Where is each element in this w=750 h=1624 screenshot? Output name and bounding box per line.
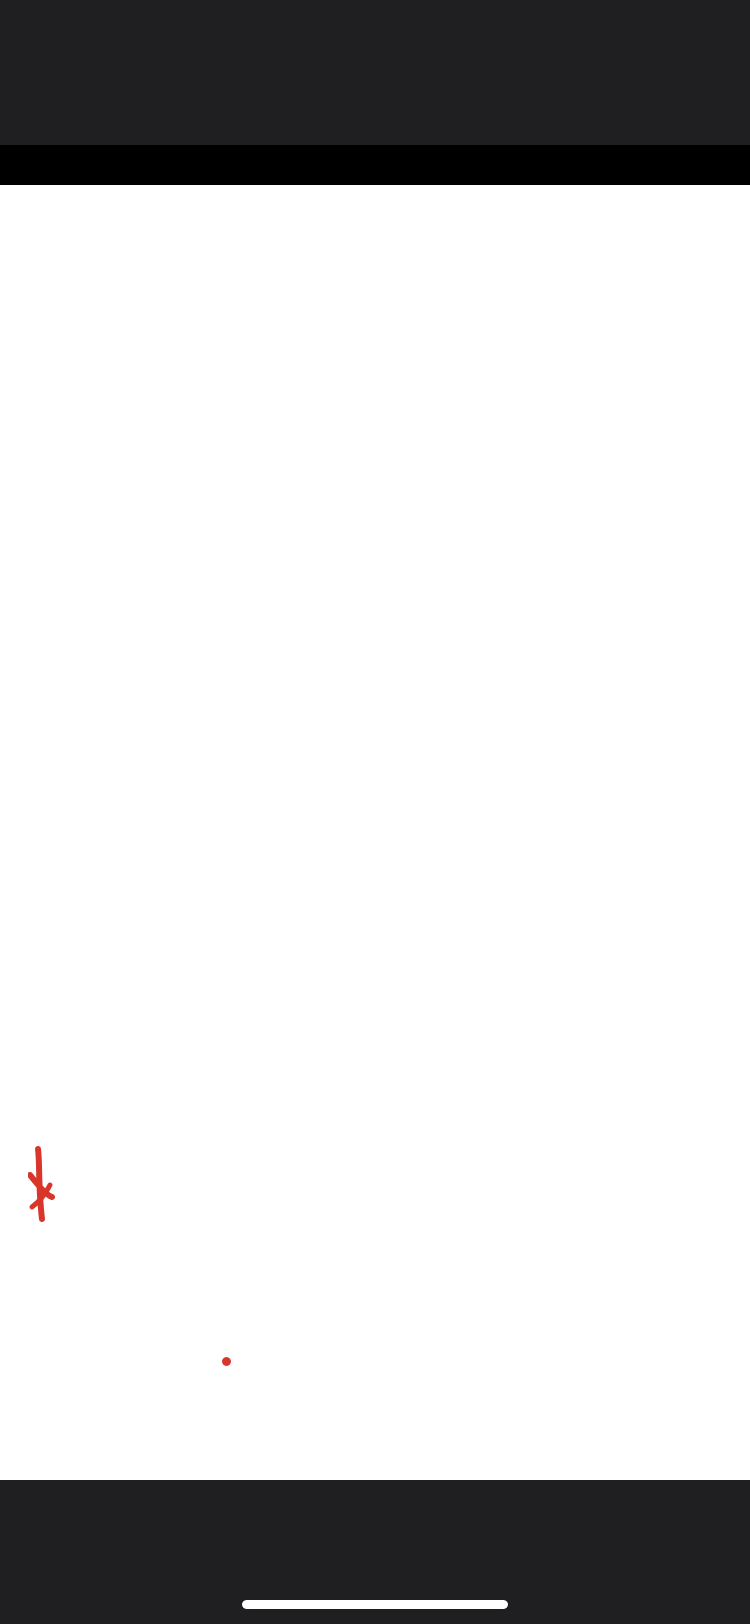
red-cross-annotation-icon	[28, 1145, 58, 1225]
document-page[interactable]	[0, 185, 750, 1480]
entry-table-grid	[0, 185, 750, 1480]
viewer-toolbar-strip	[0, 145, 750, 185]
status-bar-area	[0, 0, 750, 145]
red-dot-annotation	[222, 1357, 231, 1366]
home-indicator[interactable]	[242, 1600, 508, 1609]
